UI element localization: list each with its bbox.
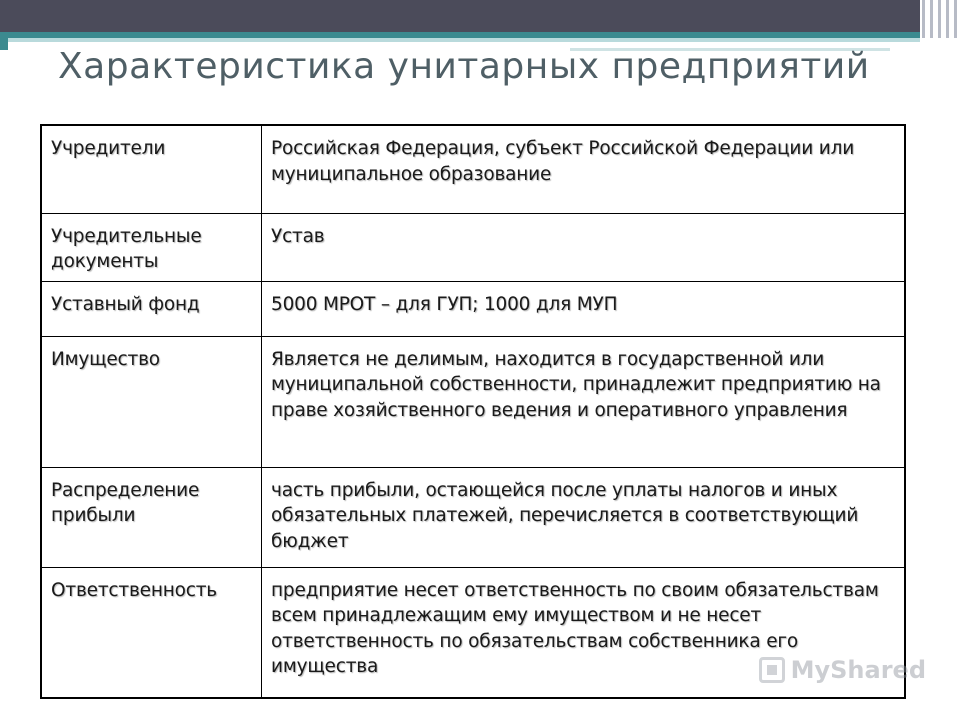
table-row — [41, 125, 905, 213]
row-value: часть прибыли, остающейся после уплаты налогов и иных обязательных платежей, перечисляется в соответствующий бюджет — [262, 467, 906, 567]
header-band — [0, 0, 920, 32]
table-row — [41, 467, 905, 567]
table-row — [41, 281, 905, 336]
table-row — [41, 336, 905, 467]
table-row — [41, 213, 905, 281]
page-title: Характеристика унитарных предприятий — [58, 46, 870, 87]
row-label: Имущество — [41, 336, 262, 467]
header-light-band — [0, 38, 920, 42]
characteristics-table — [40, 124, 906, 699]
row-value: Является не делимым, находится в государственной или муниципальной собственности, принадлежит предприятию на праве хозяйственного ведения и оперативного управления — [262, 336, 906, 467]
row-value: Устав — [262, 213, 906, 281]
watermark — [759, 656, 926, 684]
row-label: Учредительные документы — [41, 213, 262, 281]
row-label: Распределение прибыли — [41, 467, 262, 567]
row-value: предприятие несет ответственность по своим обязательствам всем принадлежащим ему имуществом и не несет ответственность по обязательствам собственника его имущества — [262, 567, 906, 698]
corner-stripes — [920, 0, 960, 38]
corner-accent — [0, 38, 8, 50]
row-value: 5000 МРОТ – для ГУП; 1000 для МУП — [262, 281, 906, 336]
watermark-logo-icon — [759, 657, 785, 683]
row-value: Российская Федерация, субъект Российской Федерации или муниципальное образование — [262, 125, 906, 213]
watermark-text: MyShared — [790, 656, 926, 684]
row-label: Учредители — [41, 125, 262, 213]
row-label: Ответственность — [41, 567, 262, 698]
row-label: Уставный фонд — [41, 281, 262, 336]
